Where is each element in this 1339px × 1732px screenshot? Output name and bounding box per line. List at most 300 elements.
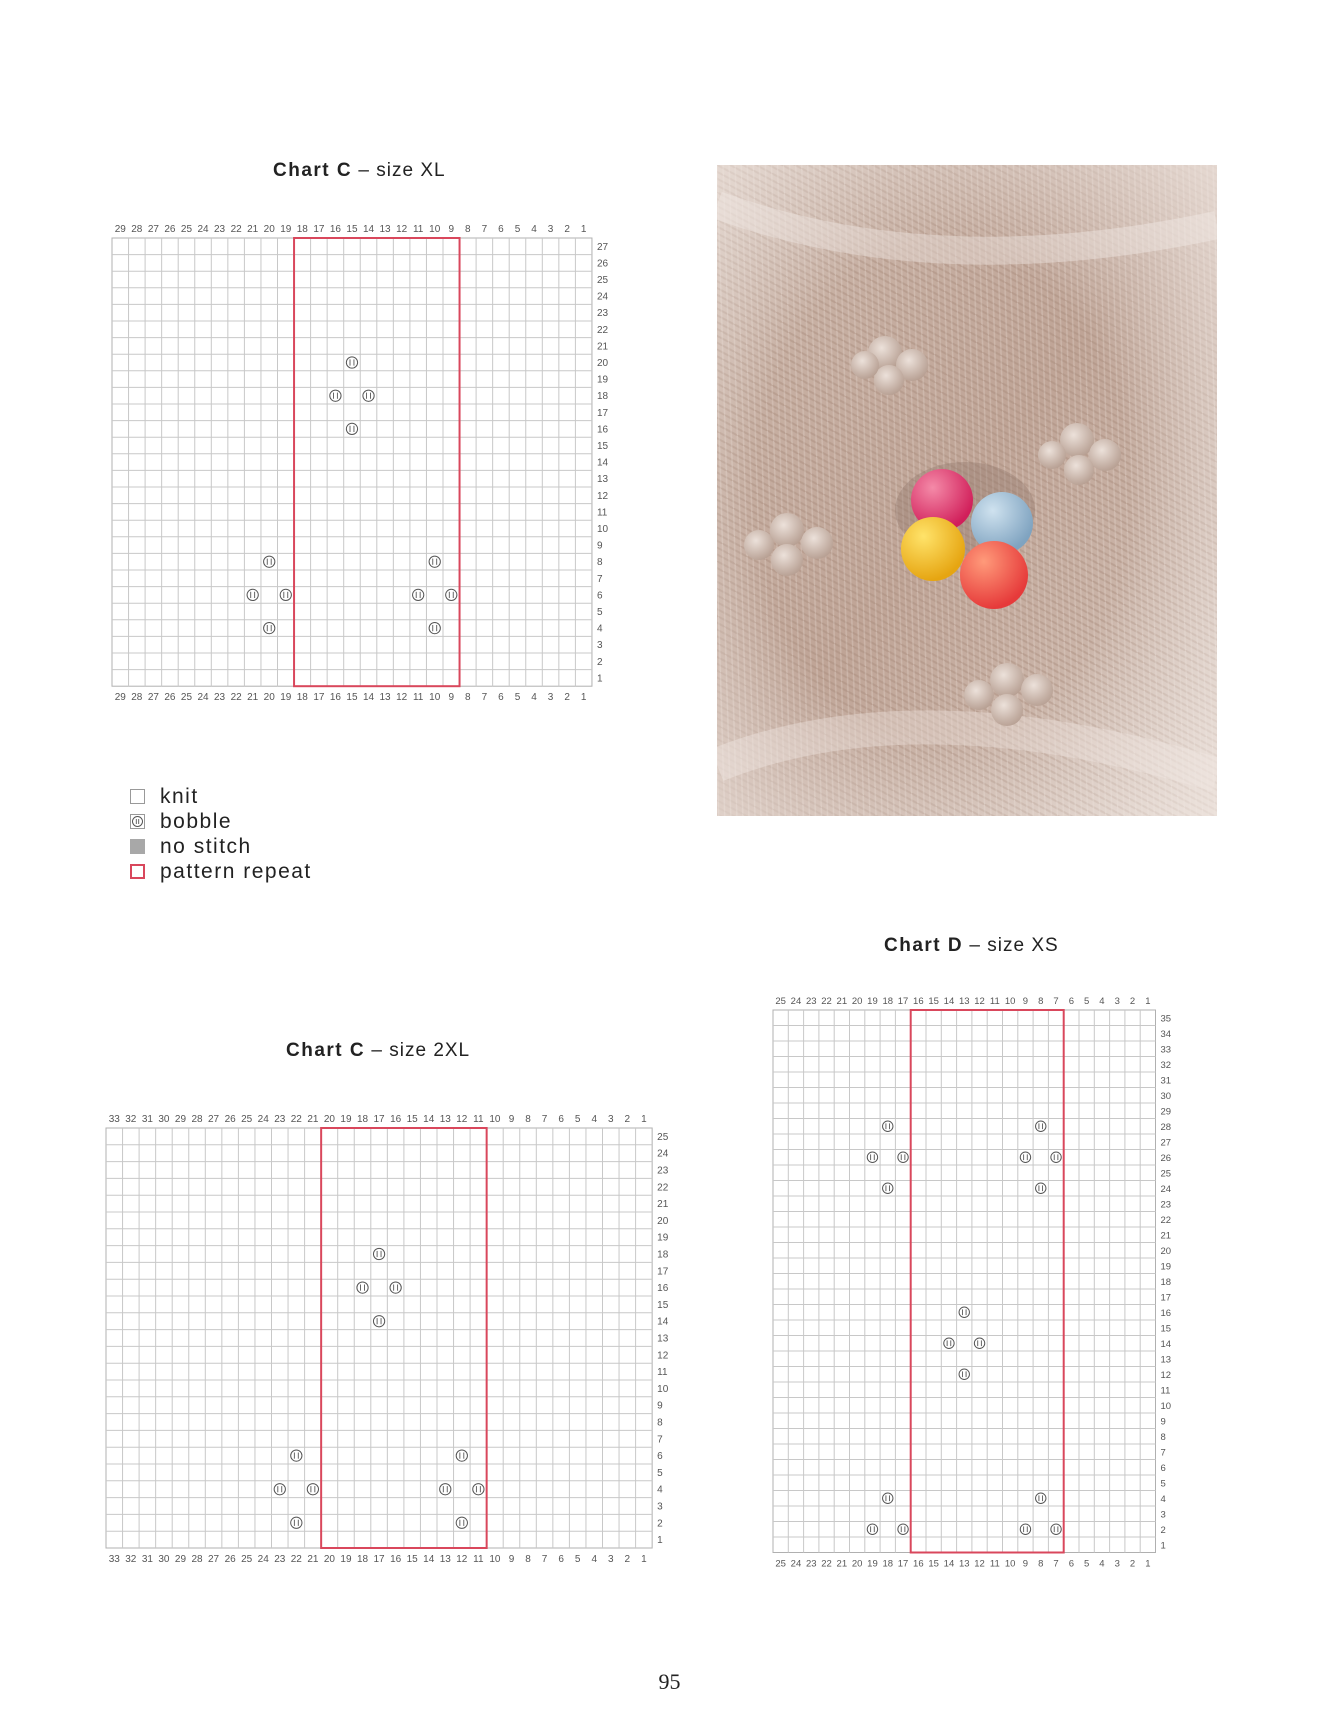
bobble-symbol bbox=[456, 1450, 467, 1461]
bobble-circle bbox=[1036, 1493, 1046, 1503]
pattern-repeat-swatch-icon bbox=[130, 864, 145, 879]
column-number-bottom: 2 bbox=[624, 1554, 631, 1565]
column-number-bottom: 14 bbox=[362, 692, 375, 704]
row-number: 23 bbox=[657, 1165, 669, 1177]
bobble-circle bbox=[473, 1484, 484, 1495]
bobble-circle bbox=[959, 1369, 969, 1379]
bobble-circle bbox=[264, 622, 275, 633]
column-number-bottom: 13 bbox=[958, 1558, 970, 1570]
column-number-bottom: 11 bbox=[412, 692, 424, 704]
bobble-symbol bbox=[867, 1524, 877, 1534]
row-number: 17 bbox=[657, 1266, 669, 1278]
column-number-bottom: 16 bbox=[390, 1554, 402, 1565]
bobble-symbol bbox=[429, 622, 440, 633]
column-number-bottom: 1 bbox=[1145, 1558, 1151, 1570]
column-number-top: 24 bbox=[257, 1114, 269, 1125]
bobble-symbol bbox=[330, 390, 341, 401]
row-number: 22 bbox=[657, 1182, 669, 1194]
column-number-top: 19 bbox=[340, 1114, 352, 1125]
bobble-swatch-icon bbox=[130, 814, 145, 829]
bobble-circle bbox=[330, 390, 341, 401]
column-number-top: 3 bbox=[547, 224, 554, 235]
chart-c-2xl-title: Chart C – size 2XL bbox=[286, 1040, 471, 1061]
column-number-bottom: 23 bbox=[214, 692, 226, 704]
column-number-bottom: 23 bbox=[274, 1554, 286, 1565]
row-number: 3 bbox=[657, 1501, 663, 1513]
column-number-bottom: 19 bbox=[280, 692, 292, 704]
column-number-bottom: 10 bbox=[489, 1554, 501, 1565]
row-number: 3 bbox=[596, 640, 603, 652]
bobble-circle bbox=[898, 1152, 908, 1162]
column-number-top: 27 bbox=[208, 1114, 220, 1125]
bobble-circle bbox=[1020, 1524, 1030, 1534]
grid-background bbox=[106, 1128, 652, 1548]
column-number-top: 22 bbox=[230, 224, 242, 235]
column-number-top: 19 bbox=[867, 996, 878, 1007]
row-number: 11 bbox=[1160, 1385, 1171, 1397]
column-number-bottom: 20 bbox=[851, 1558, 863, 1570]
row-number: 15 bbox=[657, 1299, 669, 1311]
chart-c-xl-title: Chart C – size XL bbox=[273, 160, 446, 181]
column-number-top: 17 bbox=[897, 996, 909, 1007]
column-number-bottom: 5 bbox=[514, 692, 521, 704]
bobble-circle bbox=[390, 1282, 401, 1293]
column-number-top: 30 bbox=[158, 1114, 170, 1125]
column-number-bottom: 7 bbox=[541, 1554, 548, 1565]
bobble-symbol bbox=[291, 1517, 302, 1528]
chart-c-2xl bbox=[100, 1108, 690, 1578]
column-number-top: 12 bbox=[974, 996, 985, 1007]
column-number-bottom: 5 bbox=[574, 1554, 581, 1565]
row-number: 12 bbox=[596, 490, 609, 502]
column-number-bottom: 27 bbox=[208, 1554, 220, 1565]
column-number-top: 13 bbox=[379, 224, 391, 235]
row-number: 26 bbox=[596, 258, 609, 270]
column-number-top: 5 bbox=[1084, 996, 1090, 1007]
column-number-top: 6 bbox=[1068, 996, 1074, 1007]
column-number-top: 22 bbox=[821, 996, 832, 1007]
bobble-symbol bbox=[264, 622, 275, 633]
column-number-top: 23 bbox=[805, 996, 817, 1007]
bobble-symbol bbox=[346, 357, 357, 368]
column-number-top: 9 bbox=[508, 1114, 515, 1125]
legend-item-bobble bbox=[130, 809, 312, 834]
row-number: 25 bbox=[596, 275, 609, 286]
row-number: 23 bbox=[596, 308, 609, 320]
column-number-top: 20 bbox=[323, 1114, 335, 1125]
photo-knitted-bobbles bbox=[717, 165, 1217, 816]
no-stitch-swatch-icon bbox=[130, 839, 145, 854]
row-number: 16 bbox=[596, 424, 609, 436]
column-number-top: 29 bbox=[114, 224, 126, 235]
bobble-circle bbox=[413, 589, 424, 600]
row-number: 10 bbox=[1160, 1400, 1172, 1412]
column-number-bottom: 1 bbox=[641, 1554, 647, 1565]
bobble-circle bbox=[346, 357, 357, 368]
row-number: 19 bbox=[657, 1232, 669, 1244]
column-number-bottom: 22 bbox=[230, 692, 242, 704]
bobble-symbol bbox=[1036, 1183, 1046, 1193]
column-number-bottom: 21 bbox=[247, 692, 259, 704]
column-number-top: 14 bbox=[943, 996, 955, 1007]
column-number-top: 15 bbox=[346, 224, 358, 235]
row-number: 30 bbox=[1160, 1090, 1172, 1102]
column-number-top: 32 bbox=[125, 1114, 137, 1125]
row-number: 17 bbox=[596, 407, 609, 419]
column-number-bottom: 14 bbox=[943, 1558, 955, 1570]
column-number-bottom: 33 bbox=[108, 1554, 120, 1565]
row-number: 2 bbox=[657, 1518, 663, 1530]
column-number-bottom: 8 bbox=[465, 692, 471, 704]
row-number: 9 bbox=[657, 1400, 663, 1412]
row-number: 8 bbox=[1160, 1431, 1166, 1443]
column-number-top: 4 bbox=[591, 1114, 598, 1125]
column-number-top: 18 bbox=[356, 1114, 369, 1125]
column-number-bottom: 13 bbox=[379, 692, 391, 704]
bobble-circle bbox=[1020, 1152, 1030, 1162]
bobble-circle bbox=[373, 1248, 384, 1259]
column-number-top: 4 bbox=[531, 224, 537, 235]
knit-photo-image bbox=[717, 165, 1217, 816]
row-number: 20 bbox=[1160, 1245, 1172, 1257]
column-number-bottom: 10 bbox=[429, 692, 441, 704]
column-number-top: 11 bbox=[412, 224, 424, 235]
column-number-top: 2 bbox=[1129, 996, 1136, 1007]
column-number-top: 12 bbox=[456, 1114, 468, 1125]
row-number: 1 bbox=[1160, 1540, 1166, 1552]
bobble-symbol bbox=[1051, 1524, 1061, 1534]
column-number-bottom: 27 bbox=[147, 692, 159, 704]
column-number-bottom: 6 bbox=[1068, 1558, 1074, 1570]
bobble-circle bbox=[357, 1282, 368, 1293]
column-number-top: 20 bbox=[263, 224, 275, 235]
bobble-symbol bbox=[429, 556, 440, 567]
legend bbox=[130, 784, 312, 884]
column-number-top: 25 bbox=[241, 1114, 253, 1125]
column-number-bottom: 7 bbox=[481, 692, 488, 704]
row-number: 4 bbox=[1160, 1493, 1166, 1505]
bobble-circle bbox=[959, 1307, 969, 1317]
column-number-top: 6 bbox=[498, 224, 504, 235]
row-number: 22 bbox=[1160, 1214, 1172, 1226]
column-number-top: 13 bbox=[439, 1114, 451, 1125]
column-number-bottom: 22 bbox=[821, 1558, 832, 1570]
column-number-bottom: 20 bbox=[323, 1554, 335, 1565]
bobble-symbol bbox=[1036, 1121, 1046, 1131]
column-number-top: 15 bbox=[928, 996, 939, 1007]
row-number: 19 bbox=[1160, 1261, 1172, 1273]
column-number-bottom: 2 bbox=[564, 692, 570, 704]
column-number-bottom: 25 bbox=[180, 692, 193, 704]
column-number-top: 22 bbox=[290, 1114, 302, 1125]
row-number: 5 bbox=[1160, 1478, 1166, 1490]
row-number: 31 bbox=[1160, 1075, 1172, 1087]
column-number-bottom: 26 bbox=[224, 1554, 236, 1565]
legend-label: knit bbox=[160, 784, 199, 808]
legend-item-no-stitch bbox=[130, 834, 312, 859]
bobble-circle bbox=[440, 1484, 451, 1495]
column-number-top: 24 bbox=[197, 224, 209, 235]
column-number-bottom: 9 bbox=[448, 692, 455, 704]
row-number: 11 bbox=[596, 507, 608, 519]
column-number-top: 1 bbox=[580, 224, 587, 235]
column-number-bottom: 13 bbox=[439, 1554, 451, 1565]
column-number-top: 8 bbox=[465, 224, 471, 235]
row-number: 12 bbox=[657, 1350, 669, 1362]
column-number-bottom: 26 bbox=[164, 692, 176, 704]
column-number-bottom: 16 bbox=[329, 692, 341, 704]
row-number: 18 bbox=[596, 391, 609, 403]
bobble-symbol bbox=[959, 1307, 969, 1317]
bobble-symbol bbox=[883, 1183, 893, 1193]
column-number-bottom: 4 bbox=[1099, 1558, 1105, 1570]
bobble-symbol bbox=[1020, 1524, 1030, 1534]
row-number: 14 bbox=[596, 457, 609, 469]
column-number-bottom: 8 bbox=[525, 1554, 531, 1565]
column-number-bottom: 17 bbox=[897, 1558, 909, 1570]
bobble-circle bbox=[429, 622, 440, 633]
row-number: 13 bbox=[596, 474, 609, 486]
bobble-symbol bbox=[357, 1282, 368, 1293]
row-number: 25 bbox=[1160, 1168, 1172, 1180]
row-number: 16 bbox=[1160, 1307, 1172, 1319]
column-number-top: 4 bbox=[1099, 996, 1105, 1007]
row-number: 10 bbox=[596, 524, 609, 535]
column-number-bottom: 25 bbox=[241, 1554, 253, 1565]
bobble-symbol bbox=[307, 1484, 318, 1495]
bobble-symbol bbox=[280, 589, 291, 600]
column-number-bottom: 1 bbox=[580, 692, 587, 704]
chart-c-xl bbox=[104, 218, 614, 718]
row-number: 18 bbox=[1160, 1276, 1172, 1288]
column-number-bottom: 30 bbox=[158, 1554, 170, 1565]
grid-background bbox=[773, 1010, 1156, 1553]
column-number-top: 6 bbox=[558, 1114, 564, 1125]
bobble-symbol bbox=[291, 1450, 302, 1461]
row-number: 24 bbox=[596, 291, 609, 303]
bobble-circle bbox=[1036, 1121, 1046, 1131]
column-number-top: 13 bbox=[958, 996, 970, 1007]
legend-label: no stitch bbox=[160, 834, 252, 858]
row-number: 6 bbox=[657, 1451, 663, 1463]
row-number: 14 bbox=[1160, 1338, 1172, 1350]
row-number: 22 bbox=[596, 324, 609, 336]
row-number: 18 bbox=[657, 1249, 669, 1261]
column-number-bottom: 2 bbox=[1129, 1558, 1136, 1570]
bobble-circle bbox=[291, 1517, 302, 1528]
bobble-circle bbox=[944, 1338, 954, 1348]
column-number-bottom: 21 bbox=[307, 1554, 319, 1565]
bobble-symbol bbox=[363, 390, 374, 401]
column-number-top: 9 bbox=[1022, 996, 1029, 1007]
bobble-symbol bbox=[373, 1316, 384, 1327]
column-number-top: 19 bbox=[280, 224, 292, 235]
row-number: 21 bbox=[1160, 1230, 1172, 1242]
row-number: 24 bbox=[657, 1148, 669, 1160]
row-number: 28 bbox=[1160, 1121, 1172, 1133]
row-number: 25 bbox=[657, 1131, 669, 1143]
column-number-bottom: 18 bbox=[882, 1558, 894, 1570]
bobble-circle bbox=[373, 1316, 384, 1327]
column-number-top: 8 bbox=[1038, 996, 1044, 1007]
column-number-bottom: 15 bbox=[406, 1554, 418, 1565]
row-number: 20 bbox=[657, 1215, 669, 1227]
chart-d-xs-title: Chart D – size XS bbox=[884, 935, 1059, 956]
row-number: 9 bbox=[1160, 1416, 1166, 1428]
chart-d-xs bbox=[767, 990, 1227, 1580]
column-number-bottom: 11 bbox=[473, 1554, 484, 1565]
row-number: 10 bbox=[657, 1383, 669, 1395]
column-number-bottom: 19 bbox=[867, 1558, 878, 1570]
column-number-top: 18 bbox=[882, 996, 894, 1007]
column-number-top: 12 bbox=[396, 224, 408, 235]
column-number-top: 8 bbox=[525, 1114, 531, 1125]
column-number-top: 25 bbox=[180, 224, 193, 235]
column-number-top: 24 bbox=[790, 996, 802, 1007]
column-number-bottom: 17 bbox=[373, 1554, 385, 1565]
bobble-symbol bbox=[898, 1524, 908, 1534]
row-number: 27 bbox=[596, 241, 609, 253]
bobble-circle bbox=[291, 1450, 302, 1461]
column-number-top: 18 bbox=[296, 224, 308, 235]
column-number-top: 28 bbox=[191, 1114, 203, 1125]
bobble-symbol bbox=[446, 589, 457, 600]
column-number-top: 10 bbox=[429, 224, 441, 235]
column-number-bottom: 23 bbox=[805, 1558, 817, 1570]
row-number: 29 bbox=[1160, 1106, 1172, 1118]
column-number-top: 5 bbox=[514, 224, 521, 235]
row-number: 13 bbox=[1160, 1354, 1172, 1366]
bobble-symbol bbox=[1020, 1152, 1030, 1162]
column-number-top: 26 bbox=[164, 224, 176, 235]
column-number-top: 26 bbox=[224, 1114, 236, 1125]
column-number-bottom: 14 bbox=[423, 1554, 435, 1565]
row-number: 7 bbox=[1160, 1447, 1166, 1459]
column-number-top: 7 bbox=[541, 1114, 548, 1125]
bobble-circle bbox=[446, 589, 457, 600]
column-number-bottom: 24 bbox=[197, 692, 209, 704]
row-number: 34 bbox=[1160, 1028, 1172, 1040]
grid-background bbox=[112, 238, 592, 686]
row-number: 3 bbox=[1160, 1509, 1166, 1521]
bobble-circle bbox=[1051, 1524, 1061, 1534]
column-number-top: 20 bbox=[851, 996, 863, 1007]
column-number-top: 33 bbox=[108, 1114, 120, 1125]
column-number-bottom: 12 bbox=[974, 1558, 985, 1570]
bobble-symbol bbox=[274, 1484, 285, 1495]
bobble-circle bbox=[1036, 1183, 1046, 1193]
bobble-circle bbox=[264, 556, 275, 567]
row-number: 32 bbox=[1160, 1059, 1172, 1071]
bobble-circle bbox=[346, 423, 357, 434]
bobble-circle bbox=[1051, 1152, 1061, 1162]
bobble-symbol bbox=[959, 1369, 969, 1379]
bobble-circle bbox=[247, 589, 258, 600]
column-number-bottom: 5 bbox=[1084, 1558, 1090, 1570]
row-number: 11 bbox=[657, 1367, 668, 1379]
legend-label: pattern repeat bbox=[160, 859, 312, 883]
column-number-bottom: 3 bbox=[547, 692, 554, 704]
bobble-symbol bbox=[247, 589, 258, 600]
column-number-bottom: 20 bbox=[263, 692, 275, 704]
column-number-top: 16 bbox=[913, 996, 924, 1007]
row-number: 4 bbox=[596, 623, 603, 635]
column-number-bottom: 18 bbox=[296, 692, 308, 704]
bobble-symbol bbox=[373, 1248, 384, 1259]
row-number: 13 bbox=[657, 1333, 669, 1345]
row-number: 2 bbox=[596, 656, 603, 668]
row-number: 9 bbox=[596, 540, 603, 552]
row-number: 8 bbox=[657, 1417, 663, 1429]
column-number-top: 25 bbox=[775, 996, 786, 1007]
column-number-bottom: 28 bbox=[131, 692, 143, 704]
column-number-top: 17 bbox=[313, 224, 325, 235]
row-number: 1 bbox=[657, 1535, 663, 1547]
row-number: 19 bbox=[596, 374, 609, 386]
column-number-top: 29 bbox=[174, 1114, 187, 1125]
column-number-bottom: 7 bbox=[1053, 1558, 1059, 1570]
bobble-symbol bbox=[883, 1493, 893, 1503]
bobble-symbol bbox=[346, 423, 357, 434]
bobble-circle bbox=[867, 1524, 877, 1534]
bobble-symbol bbox=[456, 1517, 467, 1528]
row-number: 23 bbox=[1160, 1199, 1172, 1211]
column-number-bottom: 28 bbox=[191, 1554, 203, 1565]
column-number-top: 11 bbox=[989, 996, 1000, 1007]
column-number-bottom: 10 bbox=[1004, 1558, 1016, 1570]
row-number: 20 bbox=[596, 358, 609, 369]
row-number: 4 bbox=[657, 1484, 663, 1496]
row-number: 8 bbox=[596, 557, 603, 569]
legend-label: bobble bbox=[160, 809, 233, 833]
column-number-bottom: 9 bbox=[508, 1554, 515, 1565]
row-number: 15 bbox=[596, 441, 609, 452]
column-number-bottom: 15 bbox=[346, 692, 358, 704]
column-number-bottom: 22 bbox=[290, 1554, 302, 1565]
bobble-circle bbox=[307, 1484, 318, 1495]
bobble-circle bbox=[274, 1484, 285, 1495]
bobble-symbol bbox=[440, 1484, 451, 1495]
column-number-top: 23 bbox=[214, 224, 226, 235]
column-number-bottom: 29 bbox=[114, 692, 126, 704]
column-number-bottom: 32 bbox=[125, 1554, 137, 1565]
bobble-symbol bbox=[473, 1484, 484, 1495]
bobble-symbol bbox=[974, 1338, 984, 1348]
column-number-bottom: 3 bbox=[607, 1554, 614, 1565]
column-number-bottom: 17 bbox=[313, 692, 325, 704]
column-number-bottom: 21 bbox=[836, 1558, 848, 1570]
page-number: 95 bbox=[658, 1669, 681, 1694]
bobble-circle bbox=[974, 1338, 984, 1348]
column-number-bottom: 12 bbox=[456, 1554, 468, 1565]
column-number-bottom: 4 bbox=[591, 1554, 598, 1565]
column-number-top: 15 bbox=[406, 1114, 418, 1125]
column-number-bottom: 15 bbox=[928, 1558, 939, 1570]
row-number: 17 bbox=[1160, 1292, 1172, 1304]
bobble-circle bbox=[898, 1524, 908, 1534]
column-number-top: 1 bbox=[641, 1114, 647, 1125]
row-number: 5 bbox=[596, 607, 603, 618]
column-number-top: 16 bbox=[390, 1114, 402, 1125]
column-number-bottom: 3 bbox=[1114, 1558, 1120, 1570]
column-number-bottom: 24 bbox=[257, 1554, 269, 1565]
column-number-top: 16 bbox=[329, 224, 341, 235]
row-number: 6 bbox=[596, 590, 603, 602]
knit-swatch-icon bbox=[130, 789, 145, 804]
row-number: 1 bbox=[596, 673, 603, 685]
row-number: 6 bbox=[1160, 1462, 1166, 1474]
column-number-top: 2 bbox=[624, 1114, 631, 1125]
